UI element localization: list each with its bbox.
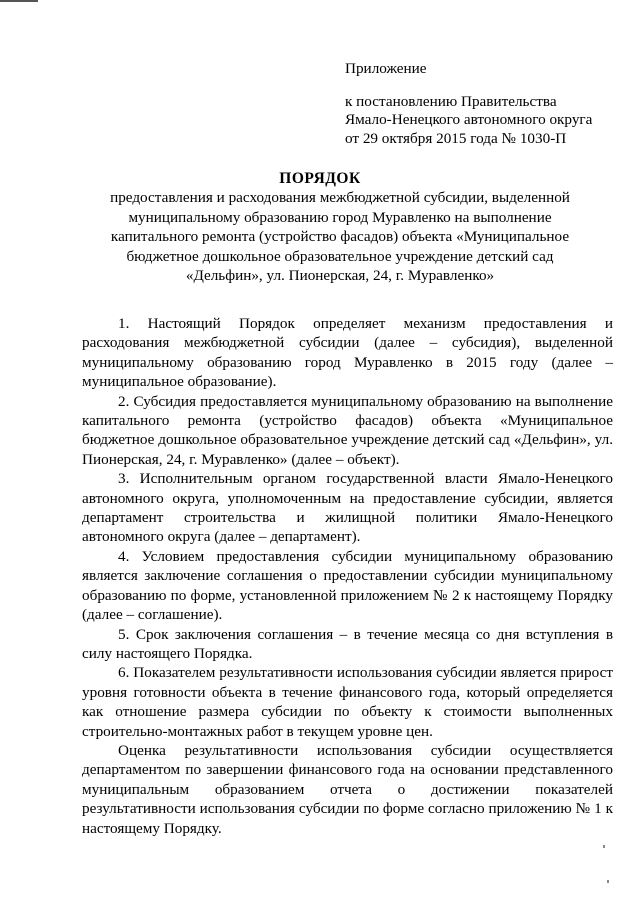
appendix-gap [345, 79, 625, 93]
subtitle-line: «Дельфин», ул. Пионерская, 24, г. Муравленко» [185, 267, 495, 284]
paragraph-1: 1. Настоящий Порядок определяет механизм предоставления и расходования межбюджетной субсидии (далее – субсидия), выделенной муниципальному образованию город Муравленко в 2015 году (далее – муниципальное образование). [82, 315, 613, 391]
document-body [82, 314, 613, 838]
appendix-line-3: от 29 октября 2015 года № 1030-П [345, 129, 567, 147]
subtitle-line: капитального ремонта (устройство фасадов) объекта «Муниципальное [110, 228, 570, 245]
paragraph-5: 5. Срок заключения соглашения – в течение месяца со дня вступления в силу настоящего Порядка. [82, 625, 613, 662]
subtitle-line: муниципальному образованию город Муравленко на выполнение [128, 208, 552, 226]
appendix-line-2: Ямало-Ненецкого автономного округа [345, 111, 593, 128]
scan-speck [603, 845, 605, 848]
paragraph-7: Оценка результативности использования субсидии осуществляется департаментом по завершении финансового года на основании представленного муниципальным образованием отчета о достижении показателей результативности использования субсидии по форме согласно приложению № 1 к настоящему Порядку. [82, 741, 613, 837]
subtitle-line: предоставления и расходования межбюджетной субсидии, выделенной [110, 189, 570, 206]
paragraph-2: 2. Субсидия предоставляется муниципальному образованию на выполнение капитального ремонта (устройство фасадов) объекта «Муниципальное бюджетное дошкольное образовательное учреждение детский сад «Дельфин», ул. Пионерская, 24, г. Муравленко» (далее – объект). [82, 392, 613, 468]
appendix-line-1: к постановлению Правительства [345, 92, 557, 110]
document-title: ПОРЯДОК [279, 170, 361, 187]
scan-corner-mark [0, 0, 38, 2]
document-subtitle [95, 188, 585, 286]
paragraph-3: 3. Исполнительным органом государственной власти Ямало-Ненецкого автономного округа, уполномоченным на предоставление субсидии, является департамент строительства и жилищной политики Ямало-Ненецкого автономного округа (далее – департамент). [82, 470, 613, 546]
paragraph-6: 6. Показателем результативности использования субсидии является прирост уровня готовности объекта в течение финансового года, который определяется как отношение размера субсидии по объекту к стоимости выполненных строительно-монтажных работ в текущем уровне цен. [82, 664, 613, 740]
paragraph-4: 4. Условием предоставления субсидии муниципальному образованию является заключение соглашения о предоставлении субсидии муниципальному образованию по форме, установленной приложением № 2 к настоящему Порядку (далее – соглашение). [82, 547, 613, 624]
appendix-label: Приложение [345, 60, 427, 77]
scan-speck [607, 880, 609, 883]
appendix-block [345, 60, 625, 148]
subtitle-line: бюджетное дошкольное образовательное учреждение детский сад [126, 247, 554, 265]
